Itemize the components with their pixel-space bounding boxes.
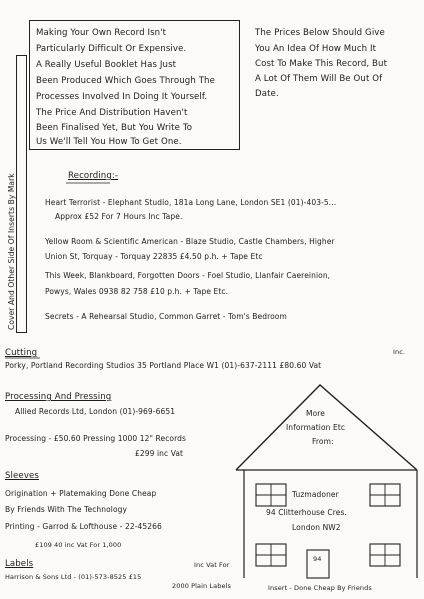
recording-line: Yellow Room & Scientific American - Blaze Studio, Castle Chambers, Higher (45, 237, 335, 246)
sleeves-line: £109 40 inc Vat For 1,000 (35, 541, 122, 549)
recording-line: Heart Terrorist - Elephant Studio, 181a Long Lane, London SE1 (01)-403-5... (45, 198, 337, 207)
prices-line: The Prices Below Should Give (255, 28, 385, 38)
cutting-line: Porky, Portland Recording Studios 35 Portland Place W1 (01)-637-2111 £80.60 Vat (5, 361, 322, 370)
house-roof-line: Information Etc (286, 423, 346, 432)
house-name: Tuzmadoner (292, 490, 339, 499)
processing-heading: Processing And Pressing (5, 392, 112, 402)
labels-note-top: Inc Vat For (194, 561, 230, 569)
sleeves-heading: Sleeves (5, 471, 39, 481)
processing-line: Allied Records Ltd, London (01)-969-6651 (15, 407, 176, 416)
house-address-2: London NW2 (292, 523, 341, 532)
labels-note-bottom: 2000 Plain Labels (172, 582, 231, 590)
intro-line: Been Produced Which Goes Through The (36, 76, 215, 86)
cutting-heading: Cutting (5, 348, 38, 358)
intro-line: Been Finalised Yet, But You Write To (36, 123, 193, 133)
prices-line: You An Idea Of How Much It (255, 44, 377, 54)
house-door-number: 94 (313, 555, 322, 563)
prices-line: A Lot Of Them Will Be Out Of (255, 74, 383, 84)
processing-line: £299 inc Vat (135, 449, 184, 458)
side-credit-note: Cover And Other Side Of Inserts By Mark (7, 173, 16, 330)
sleeves-line: Origination + Platemaking Done Cheap (5, 489, 157, 498)
sleeves-line: Printing - Garrod & Lofthouse - 22-45266 (5, 522, 162, 531)
processing-line: Processing - £50.60 Pressing 1000 12" Records (5, 434, 187, 443)
intro-line: Particularly Difficult Or Expensive. (36, 44, 187, 54)
house-roof-line: From: (312, 437, 334, 446)
recording-line: Secrets - A Rehearsal Studio, Common Garret - Tom's Bedroom (45, 312, 287, 321)
house-roof-line: More (306, 409, 325, 418)
intro-line: Making Your Own Record Isn't (36, 28, 167, 38)
intro-line: A Really Useful Booklet Has Just (36, 60, 177, 70)
recording-heading: Recording:- (68, 171, 119, 181)
recording-line: Approx £52 For 7 Hours Inc Tape. (55, 212, 183, 221)
sleeves-line: By Friends With The Technology (5, 505, 128, 514)
intro-line: The Price And Distribution Haven't (36, 108, 188, 118)
prices-line: Date. (255, 89, 279, 99)
recording-line: This Week, Blankboard, Forgotten Doors - Foel Studio, Llanfair Caereinion, (45, 271, 331, 280)
labels-line: Harrison & Sons Ltd - (01)-573-8525 £15 (5, 573, 142, 581)
intro-line: Processes Involved In Doing It Yourself. (36, 92, 208, 102)
labels-heading: Labels (5, 559, 34, 569)
recording-line: Powys, Wales 0938 82 758 £10 p.h. + Tape Etc. (45, 287, 229, 296)
cutting-inc: Inc. (393, 348, 406, 356)
insert-line: Insert - Done Cheap By Friends (268, 584, 372, 592)
house-address-1: 94 Clitterhouse Cres. (266, 508, 347, 517)
prices-line: Cost To Make This Record, But (255, 59, 388, 69)
intro-line: Us We'll Tell You How To Get One. (36, 137, 182, 147)
recording-line: Union St, Torquay - Torquay 22835 £4.50 p.h. + Tape Etc (45, 252, 263, 261)
